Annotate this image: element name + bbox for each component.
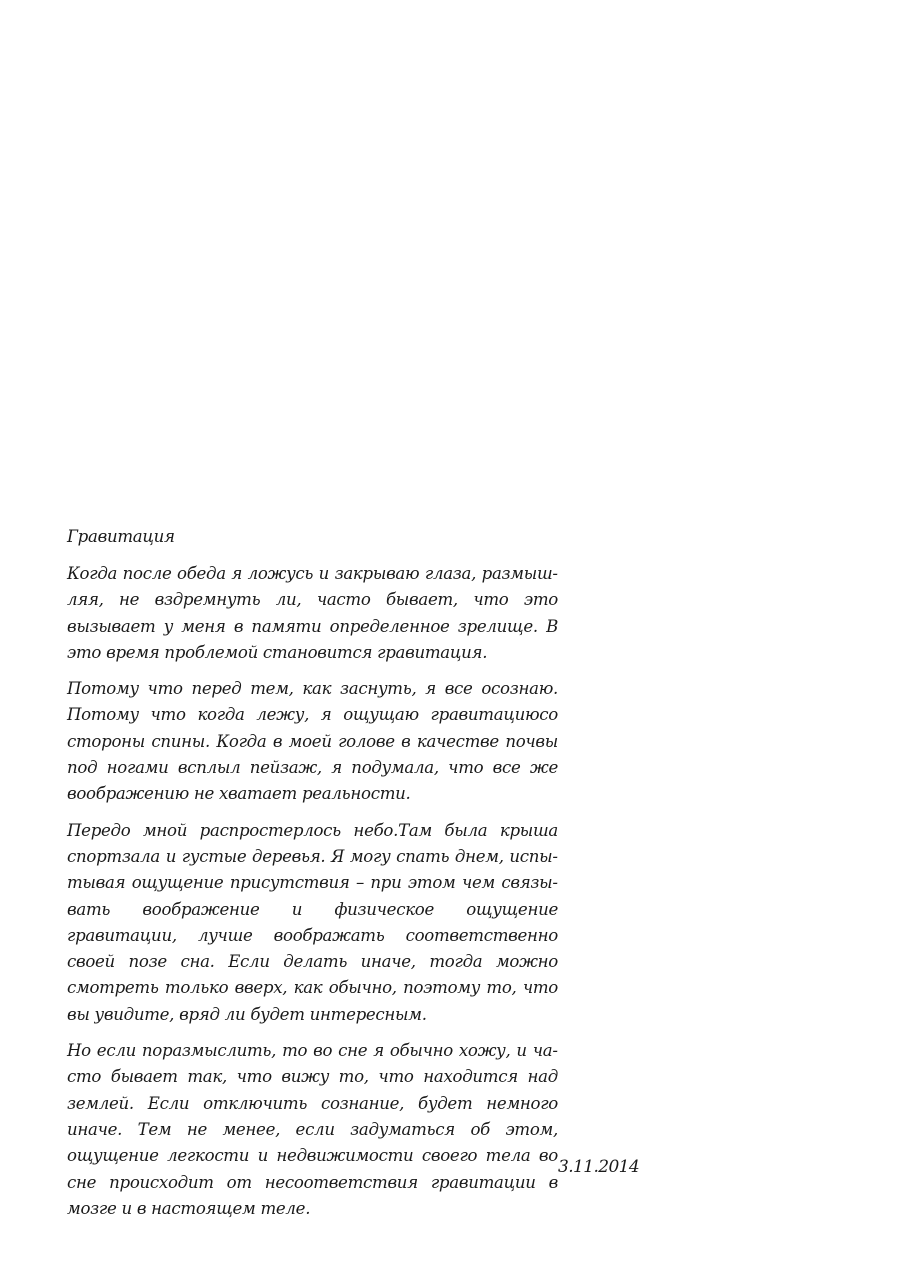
article-paragraph: Потому что перед тем, как заснуть, я все осознаю. Потому что когда лежу, я ощущаю гравитациюсо стороны спины. Когда в моей голове в качестве почвы под ногами всплыл пейзаж, я подумала, что все же воображению не хватает реальности. [67,679,558,804]
article [67,524,558,1232]
article-paragraph: Когда после обеда я ложусь и закрываю глаза, размышляя, не вздремнуть ли, часто бывает, что это вызывает у меня в памяти определенное зрелище. В это время проблемой становится гравитация. [67,564,558,662]
article-paragraph: Передо мной распростерлось небо.Там была крыша спортзала и густые деревья. Я могу спать днем, испытывая ощущение присутствия – при этом чем связывать воображение и физическое ощущение гравитации, лучше воображать соответственно своей позе сна. Если делать иначе, тогда можно смотреть только вверх, как обычно, поэтому то, что вы увидите, вряд ли будет интересным. [67,820,558,1024]
article-title: Гравитация [67,527,175,546]
article-paragraph: Но если поразмыслить, то во сне я обычно хожу, и часто бывает так, что вижу то, что находится над землей. Если отключить сознание, будет немного иначе. Тем не менее, если задуматься об этом, ощущение легкости и недвижимости своего тела во сне происходит от несоответствия гравитации в мозге и в настоящем теле. [67,1041,558,1218]
article-date: 3.11.2014 [558,1157,640,1177]
